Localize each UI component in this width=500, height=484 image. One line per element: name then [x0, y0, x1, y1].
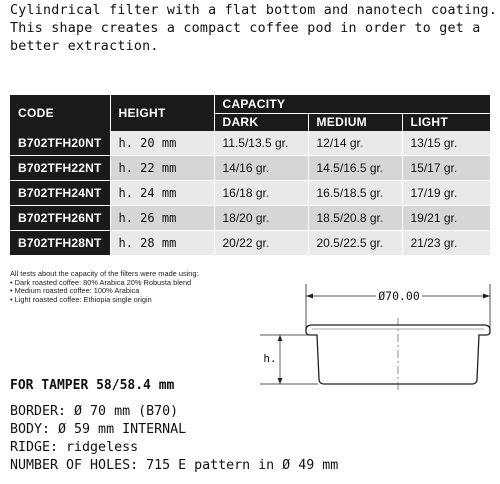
- arrow-up-icon: [278, 335, 283, 341]
- row-light: 17/19 gr.: [402, 181, 490, 206]
- intro-text: [10, 2, 498, 56]
- row-height: h. 26 mm: [110, 206, 214, 231]
- table-row: [10, 181, 490, 206]
- notes-item: • Medium roasted coffee: 100% Arabica: [10, 286, 140, 296]
- row-height: h. 20 mm: [110, 131, 214, 156]
- row-medium: 14.5/16.5 gr.: [308, 156, 402, 181]
- table-row: [10, 231, 490, 256]
- row-medium: 20.5/22.5 gr.: [308, 231, 402, 256]
- table-row: [10, 156, 490, 181]
- capacity-notes: [10, 270, 270, 304]
- table-row: [10, 131, 490, 156]
- row-dark: 11.5/13.5 gr.: [214, 131, 308, 156]
- row-height: h. 24 mm: [110, 181, 214, 206]
- filter-cross-section-diagram: [250, 280, 498, 390]
- row-code: B702TFH26NT: [10, 206, 110, 231]
- spec-border: BORDER: Ø 70 mm (B70): [10, 404, 179, 419]
- spec-ridge: RIDGE: ridgeless: [10, 440, 139, 455]
- row-code: B702TFH24NT: [10, 181, 110, 206]
- header-dark: DARK: [214, 113, 308, 131]
- header-code: CODE: [10, 95, 110, 131]
- header-light: LIGHT: [402, 113, 490, 131]
- row-dark: 20/22 gr.: [214, 231, 308, 256]
- row-code: B702TFH28NT: [10, 231, 110, 256]
- row-dark: 14/16 gr.: [214, 156, 308, 181]
- intro-line: Cylindrical filter with a flat bottom and nanotech coating.: [10, 3, 498, 18]
- row-light: 21/23 gr.: [402, 231, 490, 256]
- table-row: [10, 206, 490, 231]
- diameter-label: Ø70.00: [378, 289, 420, 303]
- height-label: h.: [263, 352, 277, 365]
- row-medium: 18.5/20.8 gr.: [308, 206, 402, 231]
- row-height: h. 22 mm: [110, 156, 214, 181]
- notes-item: • Light roasted coffee: Ethiopia single origin: [10, 294, 152, 304]
- row-light: 19/21 gr.: [402, 206, 490, 231]
- intro-line: This shape creates a compact coffee pod in order to get a: [10, 21, 481, 36]
- row-height: h. 28 mm: [110, 231, 214, 256]
- row-light: 13/15 gr.: [402, 131, 490, 156]
- notes-item: • Dark roasted coffee: 80% Arabica 20% Robusta blend: [10, 277, 192, 287]
- arrow-right-icon: [483, 294, 490, 299]
- spec-holes: NUMBER OF HOLES: 715 E pattern in Ø 49 mm: [10, 458, 339, 473]
- row-light: 15/17 gr.: [402, 156, 490, 181]
- row-code: B702TFH20NT: [10, 131, 110, 156]
- row-code: B702TFH22NT: [10, 156, 110, 181]
- notes-title: All tests about the capacity of the filters were made using:: [10, 269, 199, 278]
- tamper-size: FOR TAMPER 58/58.4 mm: [10, 378, 175, 393]
- header-medium: MEDIUM: [308, 113, 402, 131]
- row-medium: 12/14 gr.: [308, 131, 402, 156]
- header-capacity: CAPACITY: [214, 95, 490, 113]
- header-height: HEIGHT: [110, 95, 214, 131]
- row-dark: 16/18 gr.: [214, 181, 308, 206]
- capacity-table: [10, 95, 490, 256]
- spec-body: BODY: Ø 59 mm INTERNAL: [10, 422, 187, 437]
- row-medium: 16.5/18.5 gr.: [308, 181, 402, 206]
- row-dark: 18/20 gr.: [214, 206, 308, 231]
- specifications: [10, 377, 490, 475]
- arrow-left-icon: [306, 294, 313, 299]
- intro-line: better extraction.: [10, 39, 159, 54]
